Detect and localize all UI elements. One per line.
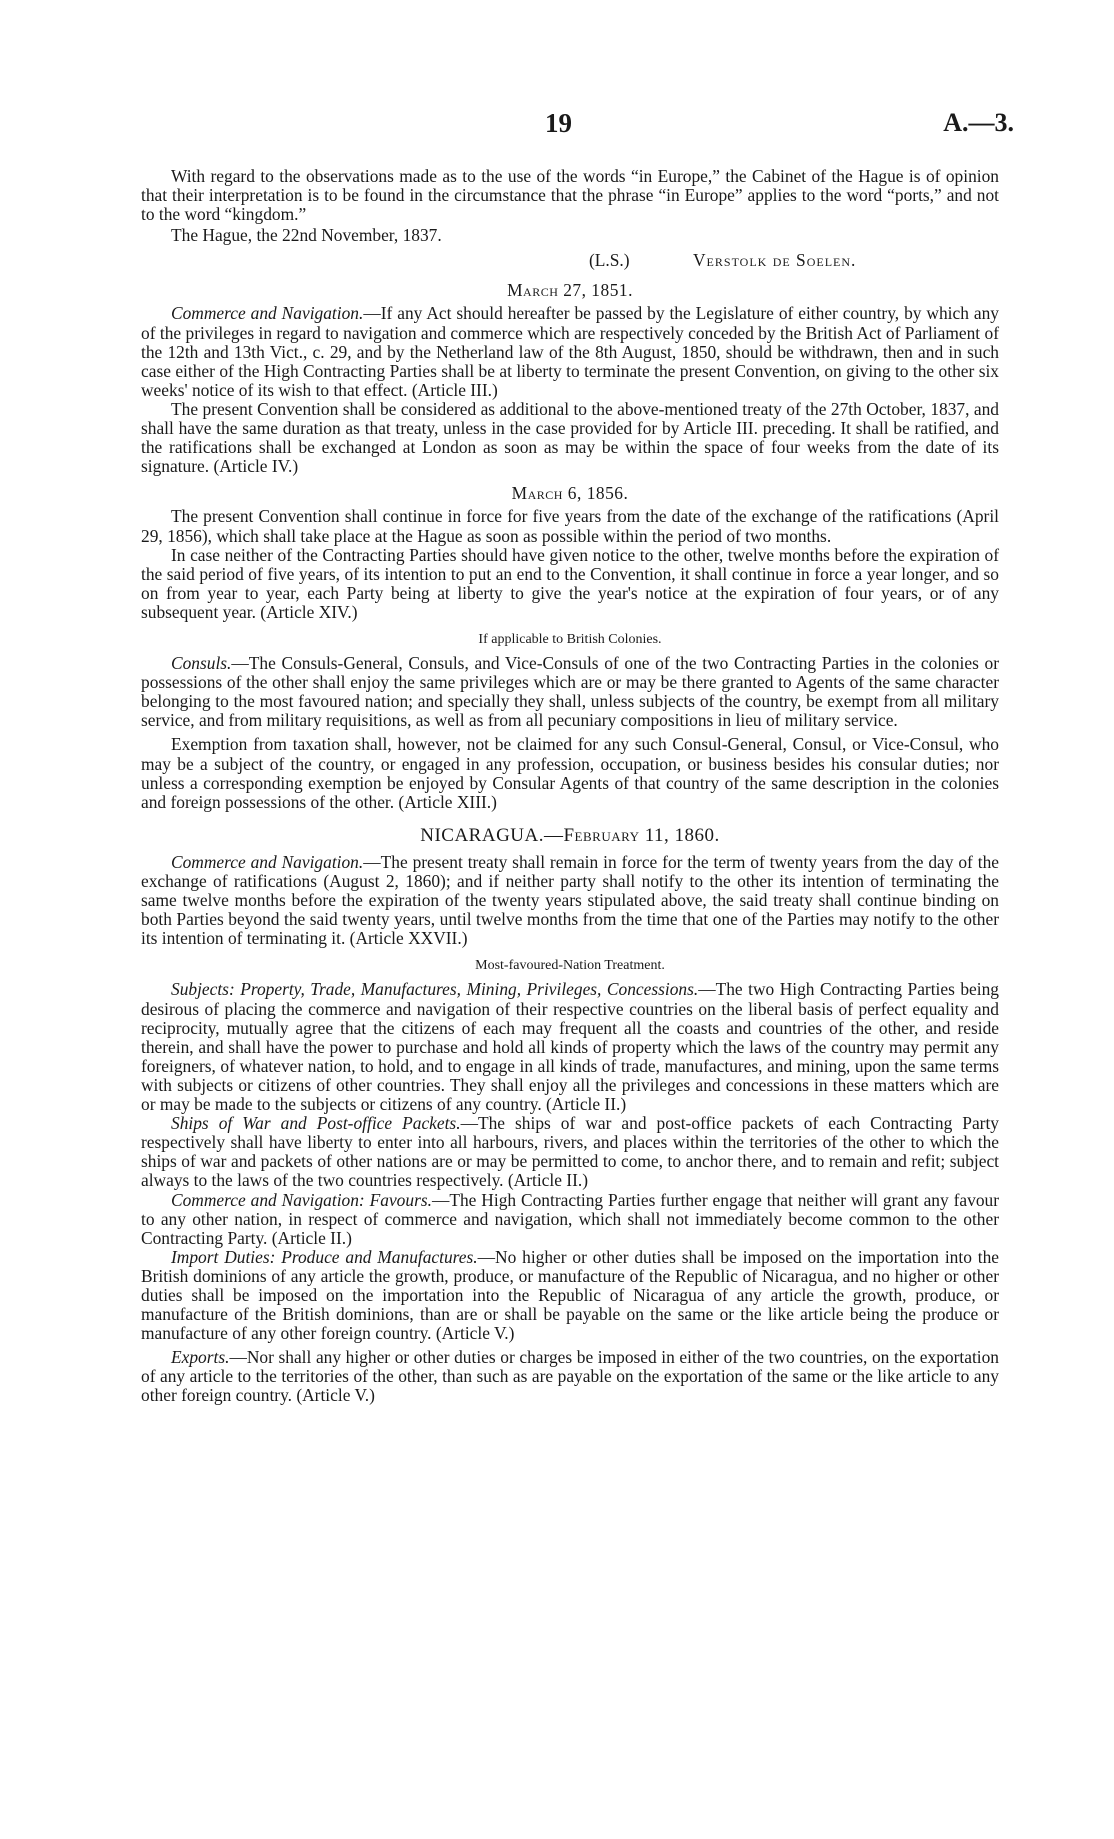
date-line: The Hague, the 22nd November, 1837. — [171, 225, 442, 246]
series-mark: A.—3. — [943, 108, 1014, 137]
paragraph-nicaragua-commerce — [141, 853, 999, 948]
paragraph-nicaragua-import-duties — [141, 1248, 999, 1343]
paragraph-text: —The two High Contracting Parties being desirous of placing the commerce and navigation of their respective countries on the liberal basis of perfect equality and reciprocity, mutually agree that the citizens of each may frequent all the coasts and countries of the other, and reside therein, and shall have the power to purchase and hold all kinds of property which the laws of the country may permit any foreigners, of whatever nation, to hold, and to engage in all kinds of trade, manufactures, and mining, upon the same terms with subjects or citizens of other countries. They shall enjoy all the privileges and concessions in these matters which are or may be made to the subjects or citizens of any country. (Article II.) — [141, 979, 999, 1115]
side-heading: Commerce and Navigation. — [171, 851, 364, 872]
paragraph-nicaragua-ships — [141, 1114, 999, 1190]
heading-march-1856: March 6, 1856. — [511, 483, 629, 504]
heading-nicaragua: NICARAGUA.—February 11, 1860. — [420, 824, 720, 846]
paragraph-1856-consuls — [141, 654, 999, 730]
page-number: 19 — [545, 108, 572, 138]
paragraph-text: —The High Contracting Parties further engage that neither will grant any favour to any other nation, in respect of commerce and navigation, which shall not immediately become common to the other Contracting Party. (Article II.) — [141, 1189, 999, 1248]
side-heading: Ships of War and Post-office Packets. — [171, 1113, 461, 1134]
seal-mark: (L.S.) — [589, 250, 630, 271]
running-head — [0, 108, 1114, 138]
paragraph-text: —The ships of war and post-office packets of each Contracting Party respectively shall have liberty to enter into all harbours, rivers, and places within the territories of the other to which the ships of war and packets of other nations are or may be permitted to come, to anchor there, and to remain and refit; subject always to the laws of the two countries respectively. (Article II.) — [141, 1113, 1000, 1191]
paragraph-text: —Nor shall any higher or other duties or charges be imposed in either of the two countries, on the exportation of any article to the territories of the other, than such as are payable on the exportation of the same or the like article to any other foreign country. (Article V.) — [141, 1347, 999, 1406]
paragraph-1837-interpretation: With regard to the observations made as to the use of the words “in Europe,” the Cabinet of the Hague is of opinion that their interpretation is to be found in the circumstance that the phrase “in Europe” applies to the word “ports,” and not to the word “kingdom.” — [141, 166, 999, 225]
paragraph-text: —The Consuls-General, Consuls, and Vice-Consuls of one of the two Contracting Parties in the colonies or possessions of the other shall enjoy the same privileges which are or may be there granted to Agents of the same character belonging to the most favoured nation; and specially they shall, unless subjects of the country, be exempt from all military service, and from military requisitions, as well as from all pecuniary compositions in lieu of military service. — [141, 653, 999, 731]
paragraph-1856-notice: In case neither of the Contracting Parties should have given notice to the other, twelve months before the expiration of the said period of five years, of its intention to put an end to the Convention, it shall continue in force a year longer, and so on from year to year, each Party being at liberty to give the year's notice at the expiration of four years, or of any subsequent year. (Article XIV.) — [141, 544, 999, 622]
paragraph-text: —The present treaty shall remain in force for the term of twenty years from the day of the exchange of ratifications (August 2, 1860); and if neither party shall notify to the other its intention of terminating the same twelve months before the expiration of the twenty years stipulated above, the said treaty shall continue binding on both Parties beyond the said twenty years, until twelve months from the time that one of the Parties may notify to the other its intention of terminating it. (Article XXVII.) — [141, 851, 999, 949]
paragraph-1851-duration: The present Convention shall be considered as additional to the above-mentioned treaty of the 27th October, 1837, and shall have the same duration as that treaty, unless in the case provided for by Article III. preceding. It shall be ratified, and the ratifications shall be exchanged at London as soon as may be within the space of four weeks from the date of its signature. (Article IV.) — [141, 398, 999, 477]
page-body — [141, 167, 999, 1406]
side-heading: Subjects: Property, Trade, Manufactures, Mining, Privileges, Concessions. — [171, 979, 699, 1000]
side-heading: Consuls. — [171, 653, 232, 674]
paragraph-nicaragua-exports — [141, 1348, 999, 1405]
paragraph-text: —No higher or other duties shall be imposed on the importation into the British dominions of any article the growth, produce, or manufacture of the Republic of Nicaragua, and no higher or other duties shall be imposed on the importation into the Republic of Nicaragua of any article the growth, produce, or manufacture of the British dominions, than are or shall be payable on the same or the like article being the produce or manufacture of any other foreign country. (Article V.) — [141, 1246, 999, 1344]
subheading-british-colonies: If applicable to British Colonies. — [478, 631, 662, 647]
signatory-name: Verstolk de Soelen. — [693, 250, 857, 271]
signature-line — [141, 251, 999, 273]
subheading-most-favoured-nation: Most-favoured-Nation Treatment. — [475, 958, 665, 974]
side-heading: Commerce and Navigation. — [171, 303, 364, 324]
paragraph-text: —If any Act should hereafter be passed by the Legislature of either country, by which any of the privileges in regard to navigation and commerce which are respectively conceded by the British Act of Parliament of the 12th and 13th Vict., c. 29, and by the Netherland law of the 8th August, 1850, should be withdrawn, then and in such case either of the High Contracting Parties shall be at liberty to terminate the present Convention, on giving to the other six weeks' notice of its wish to that effect. (Article III.) — [141, 303, 999, 400]
paragraph-1851-commerce — [141, 304, 999, 399]
side-heading: Exports. — [171, 1347, 230, 1368]
side-heading: Commerce and Navigation: Favours. — [171, 1189, 432, 1210]
heading-march-1851: March 27, 1851. — [507, 280, 633, 301]
paragraph-nicaragua-subjects — [141, 980, 999, 1114]
paragraph-1856-exemption: Exemption from taxation shall, however, not be claimed for any such Consul-General, Consul, or Vice-Consul, who may be a subject of the country, or engaged in any profession, occupation, or business besides his consular duties; nor unless a corresponding exemption be enjoyed by Consular Agents of that country of the same description in the colonies and foreign possessions of the other. (Article XIII.) — [141, 734, 999, 812]
paragraph-1856-force: The present Convention shall continue in force for five years from the date of the exchange of the ratifications (April 29, 1856), which shall take place at the Hague as soon as possible within the period of two months. — [141, 506, 999, 546]
side-heading: Import Duties: Produce and Manufactures. — [171, 1246, 478, 1267]
paragraph-nicaragua-favours — [141, 1191, 999, 1248]
